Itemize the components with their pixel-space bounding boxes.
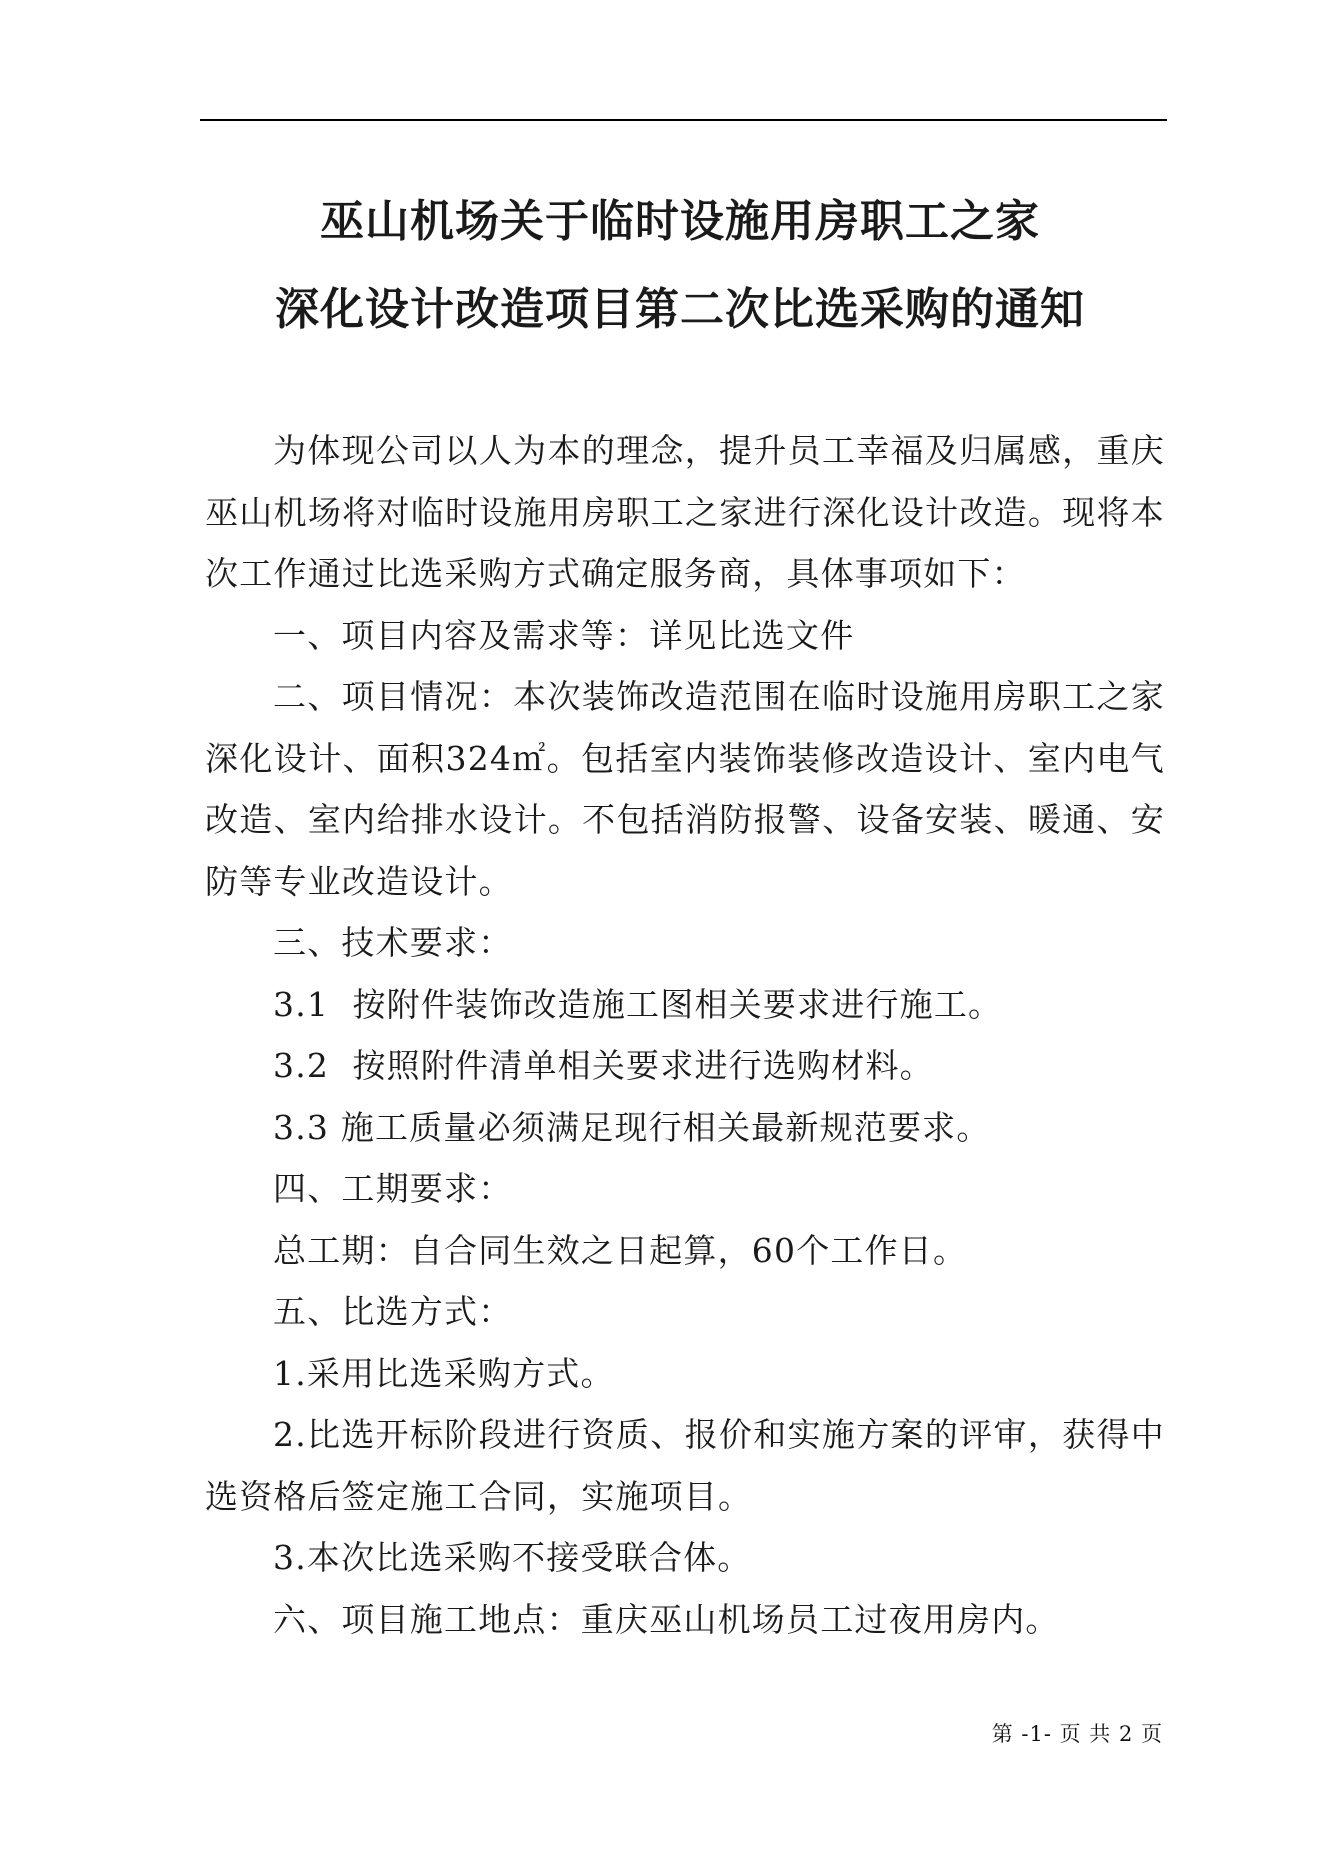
item-3-1: 3.1 按附件装饰改造施工图相关要求进行施工。 [273, 984, 1003, 1024]
item-3-2: 3.2 按照附件清单相关要求进行选购材料。 [273, 1046, 934, 1085]
header-rule [200, 119, 1167, 121]
section-1-content: 一、项目内容及需求等：详见比选文件 [273, 615, 855, 655]
page-number: 第 -1- 页 共 2 页 [991, 1722, 1163, 1746]
total-duration: 总工期：自合同生效之日起算，60个工作日。 [273, 1230, 968, 1270]
item-5-1: 1.采用比选采购方式。 [273, 1353, 615, 1393]
section-6-location: 六、项目施工地点：重庆巫山机场员工过夜用房内。 [273, 1599, 1060, 1639]
document-body [205, 420, 1165, 1650]
intro-paragraph: 为体现公司以人为本的理念，提升员工幸福及归属感，重庆巫山机场将对临时设施用房职工之家进行深化设计改造。现将本次工作通过比选采购方式确定服务商，具体事项如下： [205, 431, 1165, 593]
document-title-line-2: 深化设计改造项目第二次比选采购的通知 [275, 284, 1085, 335]
section-4-heading: 四、工期要求： [273, 1169, 513, 1208]
section-3-heading: 三、技术要求： [273, 923, 513, 962]
document-title-line-1: 巫山机场关于临时设施用房职工之家 [320, 196, 1040, 247]
item-5-3: 3.本次比选采购不接受联合体。 [273, 1538, 752, 1577]
section-5-heading: 五、比选方式： [273, 1292, 513, 1331]
item-3-3: 3.3 施工质量必须满足现行相关最新规范要求。 [273, 1107, 991, 1147]
item-5-2: 2.比选开标阶段进行资质、报价和实施方案的评审，获得中选资格后签定施工合同，实施项目。 [205, 1415, 1165, 1516]
section-2-project-info: 二、项目情况：本次装饰改造范围在临时设施用房职工之家深化设计、面积324㎡。包括室内装饰装修改造设计、室内电气改造、室内给排水设计。不包括消防报警、设备安装、暖通、安防等专业改造设计。 [205, 677, 1165, 901]
